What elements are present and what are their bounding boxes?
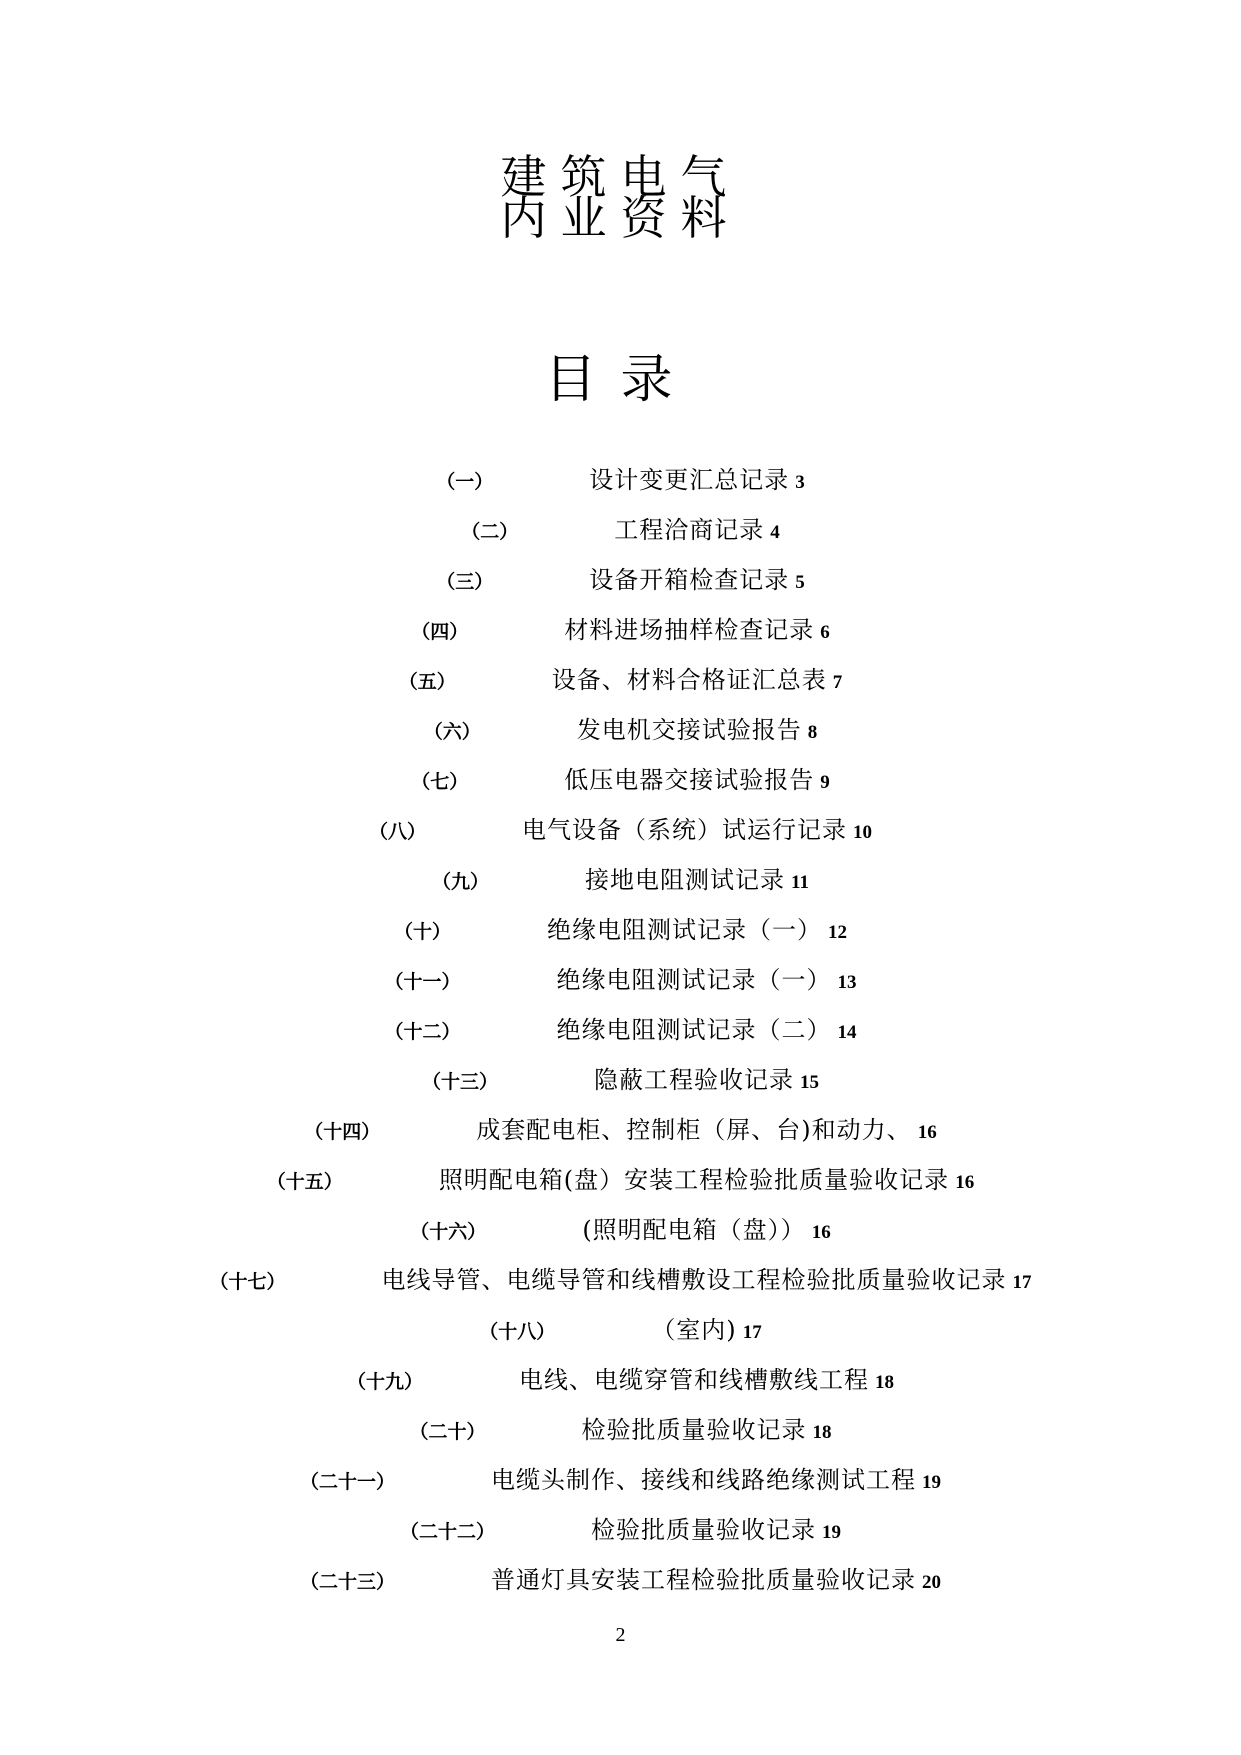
toc-entry-number: （十八） <box>479 1321 556 1343</box>
toc-entry-page: 19 <box>922 1472 941 1493</box>
toc-entry-number: （八） <box>368 821 426 843</box>
toc-entry[interactable] <box>0 1110 1241 1160</box>
toc-entry-title: 检验批质量验收记录 <box>591 1516 816 1544</box>
toc-entry-number: （五） <box>398 671 456 693</box>
toc-entry[interactable] <box>0 1160 1241 1210</box>
toc-entry-title: (照明配电箱（盘）） <box>582 1216 806 1244</box>
toc-entry[interactable] <box>0 1060 1241 1110</box>
toc-entry-number: （四） <box>411 621 469 643</box>
toc-entry[interactable] <box>0 1010 1241 1060</box>
table-of-contents <box>0 460 1241 1610</box>
toc-entry[interactable] <box>0 510 1241 560</box>
toc-entry-number: （十四） <box>304 1121 381 1143</box>
toc-entry-number: （十六） <box>410 1221 487 1243</box>
toc-entry-title: 电气设备（系统）试运行记录 <box>522 816 847 844</box>
toc-entry-number: （十） <box>393 921 451 943</box>
toc-entry-page: 5 <box>795 572 805 593</box>
toc-entry[interactable] <box>0 1210 1241 1260</box>
toc-entry-number: （十七） <box>209 1271 286 1293</box>
toc-entry-title: 电缆头制作、接线和线路绝缘测试工程 <box>491 1466 916 1494</box>
toc-entry-title: （室内) <box>651 1316 737 1344</box>
toc-entry[interactable] <box>0 960 1241 1010</box>
toc-entry-number: （一） <box>436 471 494 493</box>
toc-entry[interactable] <box>0 1460 1241 1510</box>
toc-entry-page: 11 <box>791 872 809 893</box>
toc-entry-title: 设计变更汇总记录 <box>589 466 790 494</box>
toc-entry-number: （十五） <box>266 1171 343 1193</box>
page-number: 2 <box>615 1624 626 1646</box>
toc-entry-title: 低压电器交接试验报告 <box>564 766 815 794</box>
toc-entry-number: （二） <box>461 521 519 543</box>
toc-entry-title: 绝缘电阻测试记录（一） <box>547 916 822 944</box>
toc-entry[interactable] <box>0 1510 1241 1560</box>
toc-entry-page: 12 <box>828 922 847 943</box>
toc-entry[interactable] <box>0 1260 1241 1310</box>
toc-entry-number: （三） <box>436 571 494 593</box>
toc-entry-title: 照明配电箱(盘）安装工程检验批质量验收记录 <box>438 1166 950 1194</box>
toc-entry-number: （七） <box>411 771 469 793</box>
toc-entry-title: 普通灯具安装工程检验批质量验收记录 <box>491 1566 916 1594</box>
toc-entry-title: 设备开箱检查记录 <box>589 566 790 594</box>
toc-heading: 目录 <box>544 350 697 410</box>
toc-entry-number: （十二） <box>384 1021 461 1043</box>
toc-entry-page: 18 <box>875 1372 894 1393</box>
toc-entry-title: 设备、材料合格证汇总表 <box>551 666 827 694</box>
toc-entry[interactable] <box>0 860 1241 910</box>
toc-entry-title: 成套配电柜、控制柜（屏、台)和动力、 <box>476 1116 912 1144</box>
toc-entry-page: 17 <box>1012 1272 1032 1293</box>
toc-entry[interactable] <box>0 1410 1241 1460</box>
toc-entry-page: 3 <box>795 472 805 493</box>
toc-entry-page: 20 <box>922 1572 941 1593</box>
toc-entry-number: （六） <box>423 721 481 743</box>
toc-entry-title: 电线导管、电缆导管和线槽敷设工程检验批质量验收记录 <box>381 1266 1007 1294</box>
toc-entry[interactable] <box>0 1560 1241 1610</box>
toc-entry-page: 14 <box>837 1022 857 1043</box>
toc-entry[interactable] <box>0 810 1241 860</box>
toc-entry-title: 材料进场抽样检查记录 <box>564 616 815 644</box>
toc-entry-number: （十三） <box>421 1071 498 1093</box>
toc-entry-page: 19 <box>822 1522 841 1543</box>
toc-entry-title: 绝缘电阻测试记录（二） <box>556 1016 832 1044</box>
toc-entry-title: 绝缘电阻测试记录（一） <box>556 966 832 994</box>
toc-entry-number: （十九） <box>346 1371 423 1393</box>
toc-entry-page: 6 <box>820 622 830 643</box>
toc-entry-page: 16 <box>811 1222 831 1243</box>
toc-entry-page: 7 <box>832 672 843 693</box>
toc-entry-page: 8 <box>807 722 818 743</box>
toc-entry-number: （二十三） <box>299 1571 395 1593</box>
toc-entry-page: 17 <box>742 1322 762 1343</box>
document-title-line-1: 建筑电气 <box>500 150 741 204</box>
toc-entry-title: 隐蔽工程验收记录 <box>594 1066 794 1094</box>
toc-entry-page: 16 <box>955 1172 975 1193</box>
toc-entry-number: （九） <box>432 871 490 893</box>
toc-entry-title: 工程洽商记录 <box>614 516 765 544</box>
toc-entry[interactable] <box>0 710 1241 760</box>
toc-entry[interactable] <box>0 560 1241 610</box>
toc-entry-page: 13 <box>837 972 857 993</box>
toc-entry[interactable] <box>0 660 1241 710</box>
toc-entry-number: （二十一） <box>299 1471 395 1493</box>
toc-entry-page: 9 <box>820 772 830 793</box>
toc-entry-page: 4 <box>770 522 780 543</box>
toc-entry[interactable] <box>0 1360 1241 1410</box>
toc-entry[interactable] <box>0 760 1241 810</box>
toc-entry-page: 10 <box>853 822 872 843</box>
toc-entry-title: 检验批质量验收记录 <box>581 1416 807 1444</box>
toc-entry[interactable] <box>0 460 1241 510</box>
toc-entry-page: 16 <box>917 1122 937 1143</box>
toc-entry[interactable] <box>0 910 1241 960</box>
toc-entry-page: 15 <box>800 1072 819 1093</box>
toc-entry-title: 电线、电缆穿管和线槽敷线工程 <box>519 1366 869 1394</box>
toc-entry-title: 接地电阻测试记录 <box>585 866 786 894</box>
toc-entry[interactable] <box>0 610 1241 660</box>
document-title-line-2: 内业资料 <box>500 191 741 245</box>
toc-entry-page: 18 <box>812 1422 832 1443</box>
toc-entry-number: （二十） <box>409 1421 486 1443</box>
toc-entry-number: （二十二） <box>399 1521 495 1543</box>
toc-entry-number: （十一） <box>384 971 461 993</box>
toc-entry-title: 发电机交接试验报告 <box>576 716 802 744</box>
toc-entry[interactable] <box>0 1310 1241 1360</box>
